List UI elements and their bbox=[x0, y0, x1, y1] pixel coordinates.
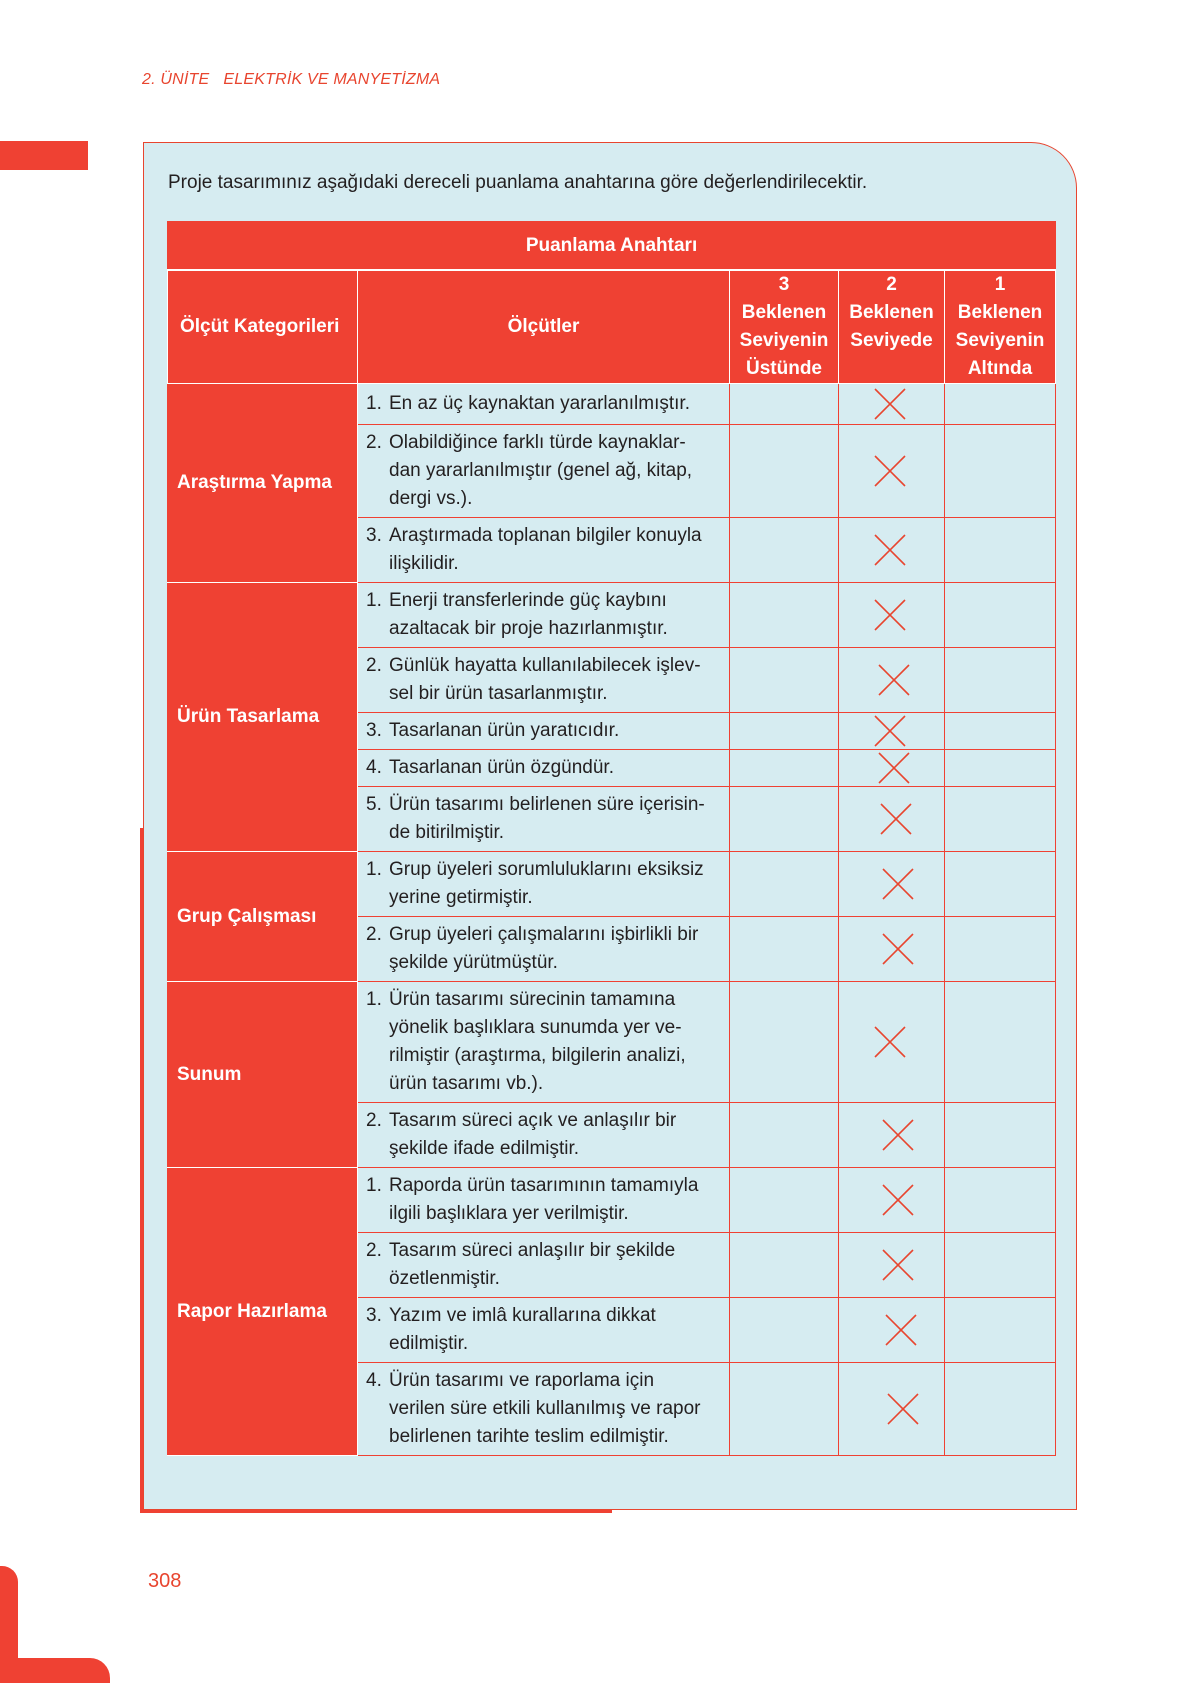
criterion-cell bbox=[358, 750, 730, 787]
x-mark-icon bbox=[872, 453, 908, 489]
criterion-line: ürün tasarımı vb.). bbox=[389, 1073, 544, 1094]
criterion-text: Grup üyeleri çalışmalarını işbirlikli bir bbox=[389, 924, 699, 945]
criterion-number: 4. bbox=[366, 757, 382, 778]
score-cell-level-2[interactable] bbox=[839, 384, 945, 425]
table-row bbox=[168, 982, 1056, 1103]
x-mark-icon bbox=[880, 1247, 916, 1283]
level-number: 1 bbox=[994, 274, 1006, 295]
criterion-line: dergi vs.). bbox=[389, 488, 473, 509]
rubric-title: Puanlama Anahtarı bbox=[168, 222, 1056, 271]
table-row bbox=[168, 852, 1056, 917]
score-cell-level-2[interactable] bbox=[839, 917, 945, 982]
level-line: Altında bbox=[967, 358, 1033, 379]
criterion-cell bbox=[358, 1233, 730, 1298]
category-cell: Araştırma Yapma bbox=[168, 384, 358, 583]
criterion-cell bbox=[358, 648, 730, 713]
level-line: Beklenen bbox=[741, 302, 827, 323]
criterion-text: Olabildiğince farklı türde kaynaklar- bbox=[389, 432, 686, 453]
criterion-number: 3. bbox=[366, 1305, 382, 1326]
x-mark-icon bbox=[880, 866, 916, 902]
column-header-level-1 bbox=[945, 270, 1056, 384]
criterion-text: Günlük hayatta kullanılabilecek işlev- bbox=[389, 655, 701, 676]
category-cell: Ürün Tasarlama bbox=[168, 583, 358, 852]
criterion-text: En az üç kaynaktan yararlanılmıştır. bbox=[389, 393, 690, 414]
criterion-cell bbox=[358, 1103, 730, 1168]
criterion-cell bbox=[358, 583, 730, 648]
category-cell: Rapor Hazırlama bbox=[168, 1168, 358, 1456]
score-cell-level-3[interactable] bbox=[730, 750, 839, 787]
score-cell-level-2[interactable] bbox=[839, 648, 945, 713]
criterion-number: 2. bbox=[366, 1110, 382, 1131]
score-cell-level-2[interactable] bbox=[839, 713, 945, 750]
score-cell-level-2[interactable] bbox=[839, 1298, 945, 1363]
score-cell-level-3[interactable] bbox=[730, 648, 839, 713]
table-row bbox=[168, 384, 1056, 425]
score-cell-level-2[interactable] bbox=[839, 1363, 945, 1456]
criterion-text: Tasarım süreci açık ve anlaşılır bir bbox=[389, 1110, 677, 1131]
criterion-line bbox=[366, 856, 721, 884]
category-cell: Sunum bbox=[168, 982, 358, 1168]
criterion-text: Araştırmada toplanan bilgiler konuyla bbox=[389, 525, 702, 546]
level-line: Seviyenin bbox=[955, 330, 1045, 351]
criterion-cell bbox=[358, 518, 730, 583]
score-cell-level-3[interactable] bbox=[730, 384, 839, 425]
score-cell-level-1[interactable] bbox=[945, 583, 1056, 648]
criterion-text: Raporda ürün tasarımının tamamıyla bbox=[389, 1175, 699, 1196]
criterion-line bbox=[366, 522, 721, 550]
score-cell-level-1[interactable] bbox=[945, 518, 1056, 583]
criterion-text: Tasarlanan ürün yaratıcıdır. bbox=[389, 720, 620, 741]
criterion-line bbox=[366, 1367, 721, 1395]
criterion-cell bbox=[358, 982, 730, 1103]
score-cell-level-2[interactable] bbox=[839, 1168, 945, 1233]
criterion-cell bbox=[358, 787, 730, 852]
x-mark-icon bbox=[880, 1117, 916, 1153]
score-cell-level-1[interactable] bbox=[945, 713, 1056, 750]
criterion-text: Ürün tasarımı sürecinin tamamına bbox=[389, 989, 676, 1010]
x-mark-icon bbox=[880, 1182, 916, 1218]
criterion-cell bbox=[358, 425, 730, 518]
criterion-line: verilen süre etkili kullanılmış ve rapor bbox=[389, 1398, 701, 1419]
score-cell-level-1[interactable] bbox=[945, 1233, 1056, 1298]
rubric-table bbox=[167, 221, 1056, 1456]
level-line: Seviyenin bbox=[739, 330, 829, 351]
criterion-number: 2. bbox=[366, 924, 382, 945]
criterion-number: 1. bbox=[366, 590, 382, 611]
score-cell-level-2[interactable] bbox=[839, 982, 945, 1103]
score-cell-level-2[interactable] bbox=[839, 787, 945, 852]
criterion-number: 2. bbox=[366, 432, 382, 453]
column-header-criteria: Ölçütler bbox=[358, 270, 730, 384]
score-cell-level-1[interactable] bbox=[945, 750, 1056, 787]
criterion-line bbox=[366, 921, 721, 949]
score-cell-level-1[interactable] bbox=[945, 425, 1056, 518]
column-header-level-3 bbox=[730, 270, 839, 384]
criterion-line bbox=[366, 754, 721, 782]
score-cell-level-2[interactable] bbox=[839, 1103, 945, 1168]
criterion-number: 1. bbox=[366, 1175, 382, 1196]
criterion-number: 2. bbox=[366, 1240, 382, 1261]
rubric-body bbox=[168, 384, 1056, 1456]
score-cell-level-3[interactable] bbox=[730, 713, 839, 750]
score-cell-level-1[interactable] bbox=[945, 1363, 1056, 1456]
criterion-cell bbox=[358, 1363, 730, 1456]
score-cell-level-1[interactable] bbox=[945, 982, 1056, 1103]
column-header-level-2 bbox=[839, 270, 945, 384]
score-cell-level-3[interactable] bbox=[730, 1103, 839, 1168]
x-mark-icon bbox=[878, 801, 914, 837]
criterion-number: 1. bbox=[366, 393, 382, 414]
criterion-line bbox=[366, 652, 721, 680]
criterion-line bbox=[366, 717, 721, 745]
left-accent-tab bbox=[0, 141, 88, 170]
level-line bbox=[839, 355, 944, 383]
criterion-line: ilişkilidir. bbox=[389, 553, 459, 574]
criterion-line: yönelik başlıklara sunumda yer ve- bbox=[389, 1017, 682, 1038]
criterion-line: şekilde ifade edilmiştir. bbox=[389, 1138, 580, 1159]
criterion-line: ilgili başlıklara yer verilmiştir. bbox=[389, 1203, 629, 1224]
criterion-cell bbox=[358, 917, 730, 982]
intro-text: Proje tasarımınız aşağıdaki dereceli puanlama anahtarına göre değerlendirilecektir. bbox=[168, 172, 868, 193]
criterion-text: Tasarlanan ürün özgündür. bbox=[389, 757, 614, 778]
score-cell-level-1[interactable] bbox=[945, 384, 1056, 425]
x-mark-icon bbox=[876, 662, 912, 698]
x-mark-icon bbox=[883, 1312, 919, 1348]
criterion-line: edilmiştir. bbox=[389, 1333, 469, 1354]
level-line: Beklenen bbox=[849, 302, 934, 323]
criterion-line: rilmiştir (araştırma, bilgilerin analizi, bbox=[389, 1045, 686, 1066]
criterion-number: 1. bbox=[366, 989, 382, 1010]
score-cell-level-3[interactable] bbox=[730, 425, 839, 518]
x-mark-icon bbox=[880, 931, 916, 967]
table-row bbox=[168, 1168, 1056, 1233]
criterion-line: azaltacak bir proje hazırlanmıştır. bbox=[389, 618, 668, 639]
unit-header bbox=[142, 71, 440, 89]
x-mark-icon bbox=[876, 750, 912, 786]
criterion-text: Tasarım süreci anlaşılır bir şekilde bbox=[389, 1240, 676, 1261]
score-cell-level-3[interactable] bbox=[730, 1363, 839, 1456]
criterion-line: sel bir ürün tasarlanmıştır. bbox=[389, 683, 608, 704]
criterion-line bbox=[366, 390, 721, 418]
level-number: 2 bbox=[886, 274, 897, 295]
criterion-line: özetlenmiştir. bbox=[389, 1268, 500, 1289]
score-cell-level-3[interactable] bbox=[730, 1233, 839, 1298]
score-cell-level-2[interactable] bbox=[839, 518, 945, 583]
criterion-line bbox=[366, 1237, 721, 1265]
criterion-line bbox=[366, 1172, 721, 1200]
criterion-cell bbox=[358, 384, 730, 425]
score-cell-level-3[interactable] bbox=[730, 852, 839, 917]
corner-accent-base bbox=[0, 1658, 110, 1683]
criterion-cell bbox=[358, 1168, 730, 1233]
score-cell-level-1[interactable] bbox=[945, 852, 1056, 917]
score-cell-level-2[interactable] bbox=[839, 750, 945, 787]
criterion-line bbox=[366, 587, 721, 615]
x-mark-icon bbox=[872, 713, 908, 749]
score-cell-level-1[interactable] bbox=[945, 648, 1056, 713]
criterion-number: 3. bbox=[366, 525, 382, 546]
criterion-line bbox=[366, 1107, 721, 1135]
criterion-text: Yazım ve imlâ kurallarına dikkat bbox=[389, 1305, 656, 1326]
score-cell-level-3[interactable] bbox=[730, 518, 839, 583]
score-cell-level-2[interactable] bbox=[839, 425, 945, 518]
criterion-text: Ürün tasarımı belirlenen süre içerisin- bbox=[389, 794, 705, 815]
score-cell-level-3[interactable] bbox=[730, 982, 839, 1103]
criterion-text: Ürün tasarımı ve raporlama için bbox=[389, 1370, 655, 1391]
category-cell: Grup Çalışması bbox=[168, 852, 358, 982]
level-line: Üstünde bbox=[746, 358, 822, 379]
x-mark-icon bbox=[872, 532, 908, 568]
score-cell-level-2[interactable] bbox=[839, 583, 945, 648]
criterion-text: Enerji transferlerinde güç kaybını bbox=[389, 590, 667, 611]
unit-number: 2. ÜNİTE bbox=[142, 71, 210, 88]
criterion-line: şekilde yürütmüştür. bbox=[389, 952, 558, 973]
score-cell-level-3[interactable] bbox=[730, 1168, 839, 1233]
criterion-number: 4. bbox=[366, 1370, 382, 1391]
score-cell-level-1[interactable] bbox=[945, 787, 1056, 852]
criterion-line: de bitirilmiştir. bbox=[389, 822, 505, 843]
score-cell-level-1[interactable] bbox=[945, 1298, 1056, 1363]
table-row bbox=[168, 583, 1056, 648]
level-line: Seviyede bbox=[850, 330, 933, 351]
score-cell-level-2[interactable] bbox=[839, 1233, 945, 1298]
criterion-cell bbox=[358, 713, 730, 750]
criterion-line: belirlenen tarihte teslim edilmiştir. bbox=[389, 1426, 669, 1447]
criterion-text: Grup üyeleri sorumluluklarını eksiksiz bbox=[389, 859, 704, 880]
score-cell-level-3[interactable] bbox=[730, 1298, 839, 1363]
criterion-line bbox=[366, 986, 721, 1014]
criterion-cell bbox=[358, 852, 730, 917]
unit-title: ELEKTRİK VE MANYETİZMA bbox=[223, 71, 441, 88]
x-mark-icon bbox=[872, 597, 908, 633]
page-number: 308 bbox=[148, 1570, 182, 1592]
criterion-line bbox=[366, 429, 721, 457]
score-cell-level-1[interactable] bbox=[945, 917, 1056, 982]
criterion-number: 2. bbox=[366, 655, 382, 676]
criterion-number: 3. bbox=[366, 720, 382, 741]
criterion-line bbox=[366, 1302, 721, 1330]
score-cell-level-1[interactable] bbox=[945, 1103, 1056, 1168]
criterion-line: yerine getirmiştir. bbox=[389, 887, 533, 908]
x-mark-icon bbox=[872, 386, 908, 422]
score-cell-level-2[interactable] bbox=[839, 852, 945, 917]
criterion-number: 1. bbox=[366, 859, 382, 880]
level-number: 3 bbox=[778, 274, 790, 295]
criterion-number: 5. bbox=[366, 794, 382, 815]
criterion-cell bbox=[358, 1298, 730, 1363]
score-cell-level-3[interactable] bbox=[730, 917, 839, 982]
column-header-category: Ölçüt Kategorileri bbox=[168, 270, 358, 384]
criterion-line: dan yararlanılmıştır (genel ağ, kitap, bbox=[389, 460, 693, 481]
score-cell-level-3[interactable] bbox=[730, 583, 839, 648]
x-mark-icon bbox=[872, 1024, 908, 1060]
score-cell-level-3[interactable] bbox=[730, 787, 839, 852]
criterion-line bbox=[366, 791, 721, 819]
level-line: Beklenen bbox=[957, 302, 1043, 323]
x-mark-icon bbox=[885, 1391, 921, 1427]
score-cell-level-1[interactable] bbox=[945, 1168, 1056, 1233]
